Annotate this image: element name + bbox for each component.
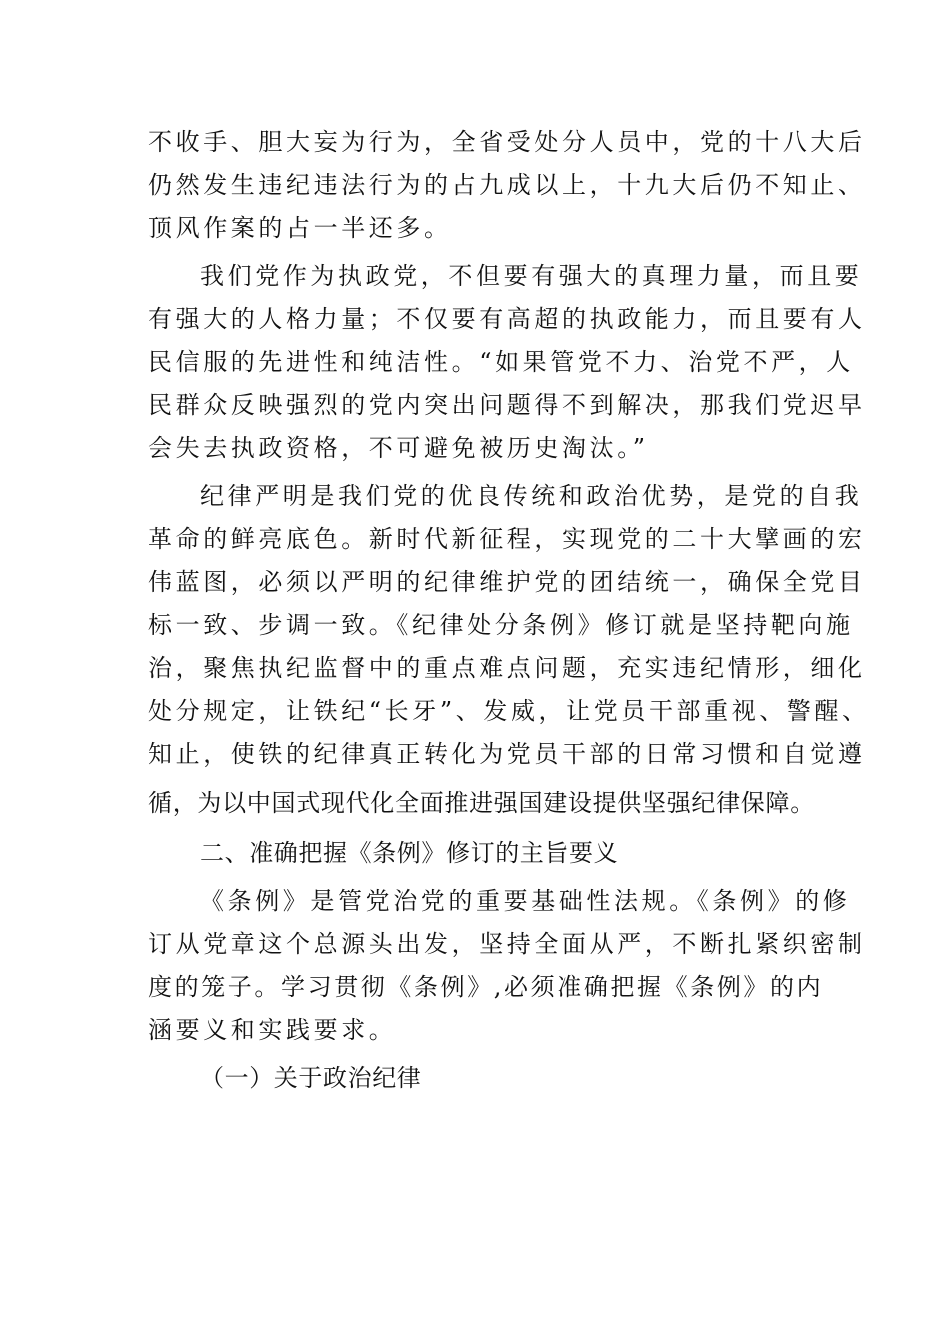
paragraph-line: 处分规定，让铁纪“长牙”、发威，让党员干部重视、警醒、	[148, 697, 870, 725]
paragraph-line: 涵要义和实践要求。	[148, 1016, 397, 1044]
paragraph-line: 度的笼子。学习贯彻《条例》,必须准确把握《条例》的内	[148, 973, 824, 1001]
paragraph-line: 治，聚焦执纪监督中的重点难点问题，充实违纪情形，细化	[148, 654, 866, 682]
paragraph-line: 民信服的先进性和纯洁性。“如果管党不力、治党不严，人	[148, 348, 854, 376]
paragraph-line: 革命的鲜亮底色。新时代新征程，实现党的二十大擘画的宏	[148, 525, 866, 553]
paragraph-line: 不收手、胆大妄为行为，全省受处分人员中，党的十八大后	[148, 128, 866, 156]
paragraph-line: 标一致、步调一致。《纪律处分条例》修订就是坚持靶向施	[148, 611, 854, 639]
paragraph-line: 民群众反映强烈的党内突出问题得不到解决，那我们党迟早	[148, 391, 866, 419]
paragraph-line: 知止，使铁的纪律真正转化为党员干部的日常习惯和自觉遵	[148, 740, 866, 768]
paragraph-line: 我们党作为执政党，不但要有强大的真理力量，而且要	[200, 262, 863, 290]
paragraph-line: 顶风作案的占一半还多。	[148, 214, 452, 242]
paragraph-line: 有强大的人格力量；不仅要有高超的执政能力，而且要有人	[148, 305, 866, 333]
subsection-heading: （一）关于政治纪律	[200, 1064, 422, 1092]
paragraph-line: 会失去执政资格，不可避免被历史淘汰。”	[148, 434, 649, 462]
paragraph-line: 《条例》是管党治党的重要基础性法规。《条例》的修	[200, 887, 851, 915]
paragraph-line: 仍然发生违纪违法行为的占九成以上，十九大后仍不知止、	[148, 171, 866, 199]
section-heading: 二、准确把握《条例》修订的主旨要义	[200, 839, 619, 867]
paragraph-line: 伟蓝图，必须以严明的纪律维护党的团结统一，确保全党目	[148, 568, 866, 596]
paragraph-line: 循，为以中国式现代化全面推进强国建设提供坚强纪律保障。	[148, 789, 815, 817]
paragraph-line: 订从党章这个总源头出发，坚持全面从严，不断扎紧织密制	[148, 930, 866, 958]
paragraph-line: 纪律严明是我们党的优良传统和政治优势，是党的自我	[200, 482, 863, 510]
